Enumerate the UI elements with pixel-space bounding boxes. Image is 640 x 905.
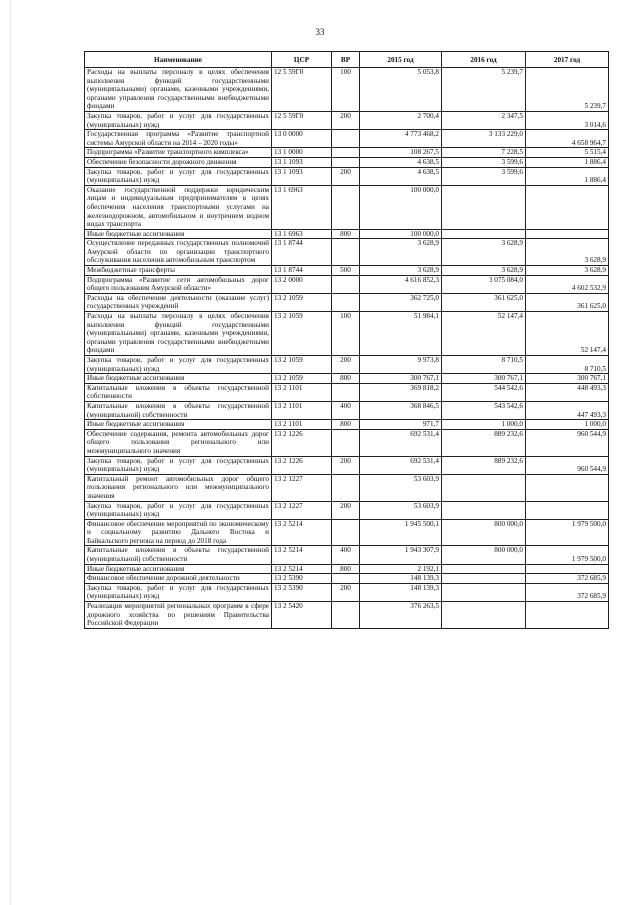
row-2017: 4 658 964,7 — [526, 130, 609, 148]
row-csr: 13 2 1101 — [272, 383, 332, 401]
row-vr: 200 — [332, 167, 360, 185]
row-2015: 148 139,3 — [360, 574, 442, 584]
table-row — [85, 229, 609, 239]
row-2016: 889 232,6 — [442, 456, 526, 474]
row-vr: 100 — [332, 68, 360, 112]
row-2016: 3 599,6 — [442, 167, 526, 185]
table-row — [85, 374, 609, 384]
row-2017 — [526, 501, 609, 519]
row-csr: 13 2 1227 — [272, 501, 332, 519]
row-2017: 5 239,7 — [526, 68, 609, 112]
row-name: Обеспечение безопасности дорожного движения — [85, 157, 272, 167]
row-2017: 1 979 500,0 — [526, 546, 609, 564]
row-csr: 13 2 5420 — [272, 602, 332, 629]
row-csr: 13 2 5390 — [272, 574, 332, 584]
row-name: Закупка товаров, работ и услуг для государственных (муниципальных) нужд — [85, 356, 272, 374]
row-2016 — [442, 474, 526, 501]
header-name: Наименование — [85, 52, 272, 68]
row-2016: 3 075 084,0 — [442, 275, 526, 293]
row-name: Финансовое обеспечение мероприятий по экономическому и социальному развитию Дальнего Востока и Байкальского региона на период до 2018 года — [85, 519, 272, 546]
row-name: Закупка товаров, работ и услуг для государственных (муниципальных) нужд — [85, 456, 272, 474]
row-2015: 376 263,5 — [360, 602, 442, 629]
row-name: Реализация мероприятий региональных программ в сфере дорожного хозяйства по решениям Правительства Российской Федерации — [85, 602, 272, 629]
row-2015: 369 818,2 — [360, 383, 442, 401]
row-name: Иные бюджетные ассигнования — [85, 564, 272, 574]
row-csr: 13 2 1101 — [272, 420, 332, 430]
row-2017: 1 000,0 — [526, 420, 609, 430]
row-2015: 53 603,9 — [360, 474, 442, 501]
row-vr — [332, 275, 360, 293]
row-csr: 13 2 1059 — [272, 312, 332, 356]
row-2015: 1 945 500,1 — [360, 519, 442, 546]
row-csr: 13 1 8744 — [272, 266, 332, 276]
row-vr — [332, 148, 360, 158]
row-2016: 52 147,4 — [442, 312, 526, 356]
row-vr: 400 — [332, 401, 360, 419]
row-2015: 362 725,0 — [360, 293, 442, 311]
row-csr: 13 2 1101 — [272, 401, 332, 419]
row-2015: 4 773 468,2 — [360, 130, 442, 148]
header-2017: 2017 год — [526, 52, 609, 68]
row-name: Финансовое обеспечение дорожной деятельности — [85, 574, 272, 584]
row-name: Расходы на обеспечение деятельности (оказание услуг) государственных учреждений — [85, 293, 272, 311]
row-name: Иные бюджетные ассигнования — [85, 374, 272, 384]
row-2015: 51 984,1 — [360, 312, 442, 356]
row-2017: 1 886,4 — [526, 167, 609, 185]
table-row — [85, 519, 609, 546]
row-2016 — [442, 501, 526, 519]
row-2015: 4 616 852,3 — [360, 275, 442, 293]
row-csr: 13 2 5214 — [272, 564, 332, 574]
budget-table — [84, 51, 609, 629]
row-2017 — [526, 564, 609, 574]
header-2015: 2015 год — [360, 52, 442, 68]
row-name: Иные бюджетные ассигнования — [85, 229, 272, 239]
row-2017 — [526, 474, 609, 501]
scan-edge-line — [10, 0, 11, 905]
row-2017: 361 625,0 — [526, 293, 609, 311]
row-2016: 3 628,9 — [442, 239, 526, 266]
row-name: Расходы на выплаты персоналу в целях обеспечения выполнения функций государственными (муниципальными) органами, казенными учреждениями, органами управления государственными внебюджетными фондами — [85, 312, 272, 356]
row-vr: 800 — [332, 374, 360, 384]
row-vr — [332, 157, 360, 167]
row-2015: 148 139,3 — [360, 583, 442, 601]
row-csr: 13 2 5214 — [272, 519, 332, 546]
row-2017 — [526, 185, 609, 229]
row-vr: 200 — [332, 456, 360, 474]
row-csr: 12 5 59Г0 — [272, 68, 332, 112]
row-2017: 3 628,9 — [526, 266, 609, 276]
table-row — [85, 456, 609, 474]
row-2016: 8 710,5 — [442, 356, 526, 374]
row-csr: 13 2 1227 — [272, 474, 332, 501]
table-row — [85, 111, 609, 129]
row-2016: 3 599,6 — [442, 157, 526, 167]
row-2016: 5 239,7 — [442, 68, 526, 112]
row-2015: 300 767,1 — [360, 374, 442, 384]
row-csr: 12 5 59Г0 — [272, 111, 332, 129]
row-name: Иные бюджетные ассигнования — [85, 420, 272, 430]
row-2017: 960 544,9 — [526, 429, 609, 456]
row-vr: 200 — [332, 501, 360, 519]
row-csr: 13 2 0000 — [272, 275, 332, 293]
row-csr: 13 2 1059 — [272, 374, 332, 384]
row-csr: 13 1 1093 — [272, 167, 332, 185]
table-row — [85, 574, 609, 584]
row-name: Подпрограмма «Развитие сети автомобильных дорог общего пользования Амурской области» — [85, 275, 272, 293]
table-row — [85, 275, 609, 293]
row-csr: 13 2 1059 — [272, 293, 332, 311]
row-vr: 500 — [332, 266, 360, 276]
row-2016 — [442, 583, 526, 601]
table-row — [85, 68, 609, 112]
row-vr — [332, 239, 360, 266]
row-2015: 971,7 — [360, 420, 442, 430]
row-name: Закупка товаров, работ и услуг для государственных (муниципальных) нужд — [85, 167, 272, 185]
row-csr: 13 1 0000 — [272, 148, 332, 158]
table-row — [85, 312, 609, 356]
row-2016: 544 542,6 — [442, 383, 526, 401]
row-vr — [332, 574, 360, 584]
row-name: Расходы на выплаты персоналу в целях обеспечения выполнения функций государственными (муниципальными) органами, казенными учреждениями, органами управления государственными внебюджетными фондами — [85, 68, 272, 112]
row-2015: 53 603,9 — [360, 501, 442, 519]
header-2016: 2016 год — [442, 52, 526, 68]
row-2017: 448 493,3 — [526, 383, 609, 401]
row-vr: 400 — [332, 546, 360, 564]
row-2016 — [442, 564, 526, 574]
row-2015: 9 973,8 — [360, 356, 442, 374]
row-2016 — [442, 185, 526, 229]
row-2016: 3 628,9 — [442, 266, 526, 276]
table-row — [85, 167, 609, 185]
row-2016: 800 000,0 — [442, 519, 526, 546]
row-2015: 108 267,5 — [360, 148, 442, 158]
row-2017: 3 014,6 — [526, 111, 609, 129]
table-row — [85, 383, 609, 401]
table-row — [85, 185, 609, 229]
row-2016: 889 232,6 — [442, 429, 526, 456]
row-2016: 361 625,0 — [442, 293, 526, 311]
row-2015: 100 000,0 — [360, 229, 442, 239]
row-vr — [332, 602, 360, 629]
row-2015: 3 628,9 — [360, 266, 442, 276]
row-csr: 13 1 6963 — [272, 185, 332, 229]
row-2017: 1 979 500,0 — [526, 519, 609, 546]
row-2016: 3 133 229,0 — [442, 130, 526, 148]
row-name: Обеспечение содержания, ремонта автомобильных дорог общего пользования регионального или межмуниципального значения — [85, 429, 272, 456]
row-2017: 960 544,9 — [526, 456, 609, 474]
row-2015: 692 531,4 — [360, 456, 442, 474]
header-vr: ВР — [332, 52, 360, 68]
table-row — [85, 474, 609, 501]
table-row — [85, 157, 609, 167]
row-csr: 13 1 8744 — [272, 239, 332, 266]
table-row — [85, 602, 609, 629]
row-name: Капитальные вложения в объекты государственной собственности — [85, 383, 272, 401]
row-2016: 800 000,0 — [442, 546, 526, 564]
table-row — [85, 583, 609, 601]
row-name: Подпрограмма «Развитие транспортного комплекса» — [85, 148, 272, 158]
row-2017: 372 685,9 — [526, 574, 609, 584]
row-2015: 368 846,5 — [360, 401, 442, 419]
page-number: 33 — [315, 27, 325, 37]
row-2016: 7 228,5 — [442, 148, 526, 158]
row-csr: 13 0 0000 — [272, 130, 332, 148]
row-name: Государственная программа «Развитие транспортной системы Амурской области на 2014 – 2020 годы» — [85, 130, 272, 148]
table-row — [85, 293, 609, 311]
row-vr — [332, 519, 360, 546]
table-row — [85, 401, 609, 419]
table-row — [85, 429, 609, 456]
row-2017: 3 628,9 — [526, 239, 609, 266]
row-2016: 300 767,1 — [442, 374, 526, 384]
row-2016 — [442, 229, 526, 239]
row-vr — [332, 474, 360, 501]
row-csr: 13 2 5214 — [272, 546, 332, 564]
row-vr — [332, 429, 360, 456]
table-row — [85, 356, 609, 374]
table-row — [85, 546, 609, 564]
table-row — [85, 501, 609, 519]
row-csr: 13 2 5390 — [272, 583, 332, 601]
row-2017: 5 515,4 — [526, 148, 609, 158]
row-name: Закупка товаров, работ и услуг для государственных (муниципальных) нужд — [85, 501, 272, 519]
row-2016 — [442, 574, 526, 584]
table-row — [85, 266, 609, 276]
row-name: Межбюджетные трансферты — [85, 266, 272, 276]
row-name: Капитальный ремонт автомобильных дорог общего пользования регионального или межмуниципального значения — [85, 474, 272, 501]
row-2015: 2 192,1 — [360, 564, 442, 574]
row-2017: 52 147,4 — [526, 312, 609, 356]
row-2016 — [442, 602, 526, 629]
row-vr: 800 — [332, 420, 360, 430]
row-csr: 13 2 1059 — [272, 356, 332, 374]
row-name: Закупка товаров, работ и услуг для государственных (муниципальных) нужд — [85, 583, 272, 601]
row-2015: 100 000,0 — [360, 185, 442, 229]
row-2016: 2 347,5 — [442, 111, 526, 129]
row-2015: 2 700,4 — [360, 111, 442, 129]
row-2017: 372 685,9 — [526, 583, 609, 601]
row-2016: 543 542,6 — [442, 401, 526, 419]
table-header-row — [85, 52, 609, 68]
row-2015: 4 638,5 — [360, 157, 442, 167]
row-csr: 13 2 1226 — [272, 456, 332, 474]
table-row — [85, 239, 609, 266]
table-row — [85, 564, 609, 574]
row-2015: 4 638,5 — [360, 167, 442, 185]
row-2015: 1 943 307,9 — [360, 546, 442, 564]
row-2017: 447 493,3 — [526, 401, 609, 419]
row-csr: 13 1 6963 — [272, 229, 332, 239]
row-2017: 1 886,4 — [526, 157, 609, 167]
table-row — [85, 420, 609, 430]
row-2016: 1 000,0 — [442, 420, 526, 430]
row-2017: 4 602 532,9 — [526, 275, 609, 293]
row-2017: 300 767,1 — [526, 374, 609, 384]
row-2015: 692 531,4 — [360, 429, 442, 456]
row-vr: 800 — [332, 229, 360, 239]
table-row — [85, 130, 609, 148]
row-vr: 800 — [332, 564, 360, 574]
row-2017 — [526, 229, 609, 239]
row-vr — [332, 383, 360, 401]
row-vr: 100 — [332, 312, 360, 356]
row-name: Оказание государственной поддержки юридическим лицам и индивидуальным предпринимателям в целях обеспечения населения транспортными услугами на железнодорожном, автомобильном и внутреннем водном видах транспорта — [85, 185, 272, 229]
row-name: Капитальные вложения в объекты государственной (муниципальной) собственности — [85, 401, 272, 419]
row-2015: 3 628,9 — [360, 239, 442, 266]
row-vr: 200 — [332, 111, 360, 129]
row-vr: 200 — [332, 356, 360, 374]
row-name: Закупка товаров, работ и услуг для государственных (муниципальных) нужд — [85, 111, 272, 129]
row-vr — [332, 185, 360, 229]
row-csr: 13 1 1093 — [272, 157, 332, 167]
table-row — [85, 148, 609, 158]
row-name: Капитальные вложения в объекты государственной (муниципальной) собственности — [85, 546, 272, 564]
row-2017 — [526, 602, 609, 629]
row-name: Осуществление переданных государственных полномочий Амурской области по организации транспортного обслуживания населения автомобильным транспортом — [85, 239, 272, 266]
row-2017: 8 710,5 — [526, 356, 609, 374]
row-csr: 13 2 1226 — [272, 429, 332, 456]
row-vr — [332, 293, 360, 311]
row-vr — [332, 130, 360, 148]
row-vr: 200 — [332, 583, 360, 601]
row-2015: 5 053,8 — [360, 68, 442, 112]
header-csr: ЦСР — [272, 52, 332, 68]
